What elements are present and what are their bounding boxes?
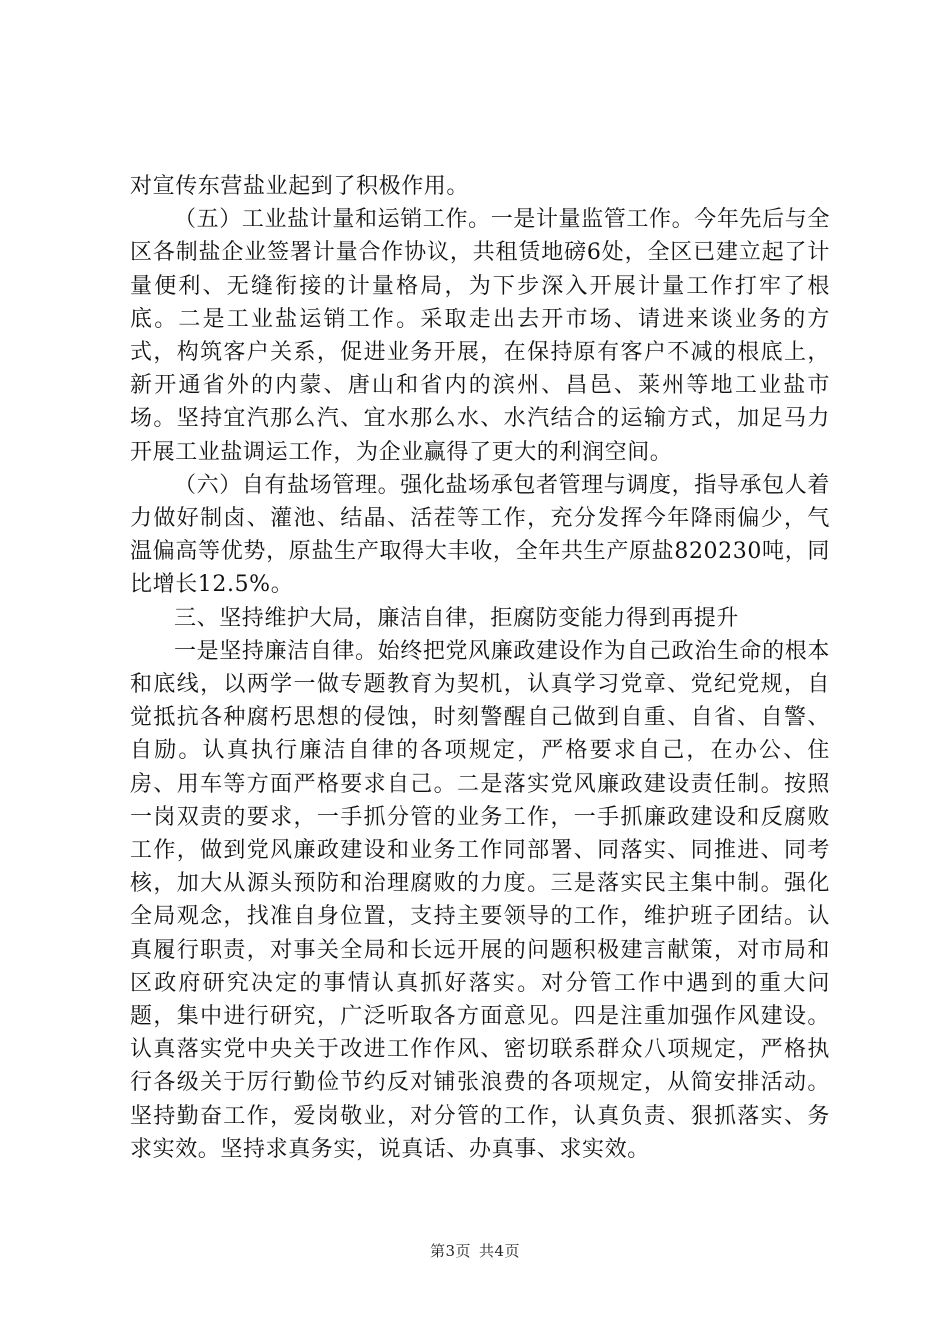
section-heading-integrity: 三、坚持维护大局，廉洁自律，拒腐防变能力得到再提升 <box>174 605 740 631</box>
paragraph-salt-field: （六）自有盐场管理。强化盐场承包者管理与调度，指导承包人着力做好制卤、灌池、结晶、活茬等工作，充分发挥今年降雨偏少，气温偏高等优势，原盐生产取得大丰收，全年共生产原盐820230吨，同比增长12.5%。 <box>130 472 830 598</box>
paragraph-industrial-salt: （五）工业盐计量和运销工作。一是计量监管工作。今年先后与全区各制盐企业签署计量合作协议，共租赁地磅6处，全区已建立起了计量便利、无缝衔接的计量格局，为下步深入开展计量工作打牢了根底。二是工业盐运销工作。采取走出去开市场、请进来谈业务的方式，构筑客户关系，促进业务开展，在保持原有客户不减的根底上，新开通省外的内蒙、唐山和省内的滨州、昌邑、莱州等地工业盐市场。坚持宜汽那么汽、宜水那么水、水汽结合的运输方式，加足马力开展工业盐调运工作，为企业赢得了更大的利润空间。 <box>130 207 830 465</box>
paragraph-integrity: 一是坚持廉洁自律。始终把党风廉政建设作为自己政治生命的根本和底线，以两学一做专题教育为契机，认真学习党章、党纪党规，自觉抵抗各种腐朽思想的侵蚀，时刻警醒自己做到自重、自省、自警、自励。认真执行廉洁自律的各项规定，严格要求自己，在办公、住房、用车等方面严格要求自己。二是落实党风廉政建设责任制。按照一岗双责的要求，一手抓分管的业务工作，一手抓廉政建设和反腐败工作，做到党风廉政建设和业务工作同部署、同落实、同推进、同考核，加大从源头预防和治理腐败的力度。三是落实民主集中制。强化全局观念，找准自身位置，支持主要领导的工作，维护班子团结。认真履行职责，对事关全局和长远开展的问题积极建言献策，对市局和区政府研究决定的事情认真抓好落实。对分管工作中遇到的重大问题，集中进行研究，广泛听取各方面意见。四是注重加强作风建设。认真落实党中央关于改进工作作风、密切联系群众八项规定，严格执行各级关于厉行勤俭节约反对铺张浪费的各项规定，从简安排活动。坚持勤奋工作，爱岗敬业，对分管的工作，认真负责、狠抓落实、务求实效。坚持求真务实，说真话、办真事、求实效。 <box>130 638 830 1162</box>
page-number: 第3页 <box>429 1242 471 1260</box>
page-footer <box>0 1240 950 1261</box>
paragraph-continuation: 对宣传东营盐业起到了积极作用。 <box>130 174 470 199</box>
document-body <box>130 170 830 1166</box>
page-total: 共4页 <box>479 1242 521 1260</box>
